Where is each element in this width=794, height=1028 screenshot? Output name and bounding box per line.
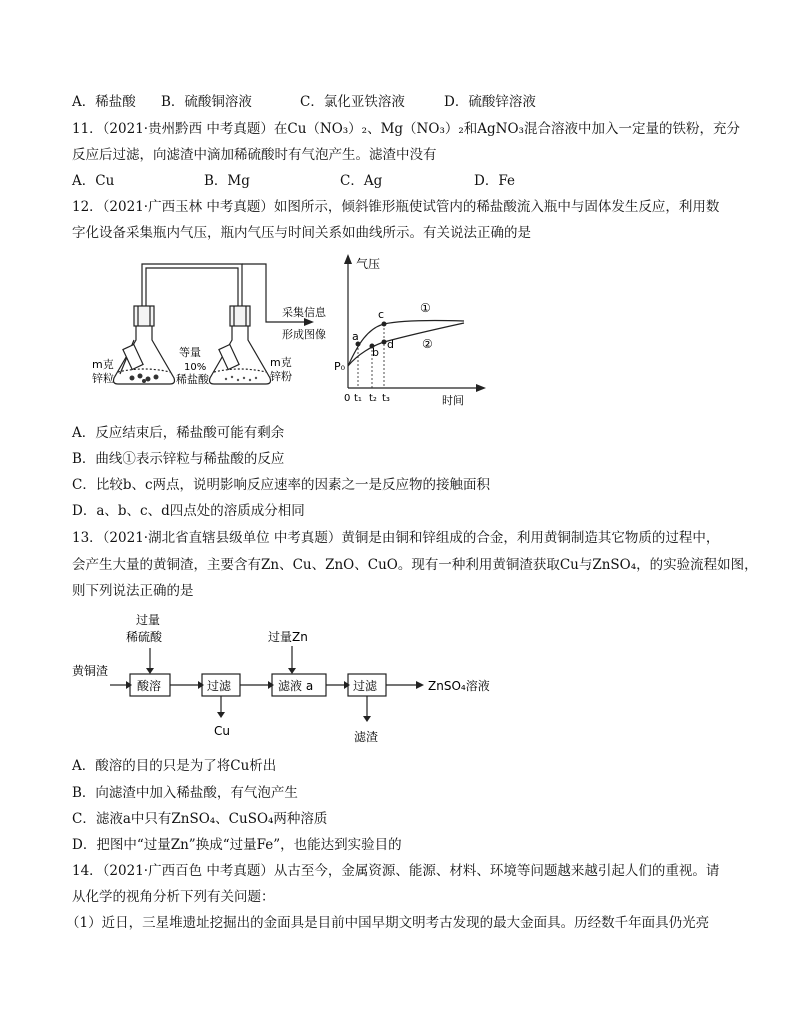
q12-origin-label: 0 bbox=[344, 393, 351, 404]
q12-arrow-head bbox=[304, 318, 314, 326]
q10-option-a: A．稀盐酸 bbox=[72, 94, 136, 110]
q14-stem-line2: 从化学的视角分析下列有关问题： bbox=[72, 889, 275, 905]
q12-tick-t3: t₃ bbox=[382, 393, 390, 404]
q12-graph-axes bbox=[348, 262, 480, 388]
q12-figure bbox=[72, 248, 492, 412]
q12-middle-label-2: 10% bbox=[184, 362, 207, 373]
q10-option-b: B．硫酸铜溶液 bbox=[161, 94, 252, 110]
q11-option-b: B．Mg bbox=[204, 173, 250, 189]
q14-stem-line1: 14．（2021·广西百色 中考真题）从古至今，金属资源、能源、材料、环境等问题越来越引起人们的重视。请 bbox=[72, 863, 720, 879]
q11-stem-line2: 反应后过滤，向滤渣中滴加稀硫酸时有气泡产生。滤渣中没有 bbox=[72, 147, 437, 163]
q12-zinc-granules bbox=[130, 374, 159, 384]
q12-right-label-2: 锌粉 bbox=[270, 370, 292, 383]
q12-right-flask bbox=[210, 306, 271, 384]
q12-right-label-1: m克 bbox=[270, 356, 292, 369]
q13-option-a: A．酸溶的目的只是为了将Cu析出 bbox=[72, 758, 277, 774]
q13-zn-label: 过量Zn bbox=[268, 630, 308, 644]
q12-middle-label-3: 稀盐酸 bbox=[176, 373, 209, 386]
q12-curve-2-label: ② bbox=[422, 337, 433, 351]
q12-arrow-label-2: 形成图像 bbox=[282, 328, 326, 341]
q12-stem-line2: 字化设备采集瓶内气压，瓶内气压与时间关系如曲线所示。有关说法正确的是 bbox=[72, 225, 531, 241]
q13-flowchart bbox=[72, 604, 512, 750]
q11-option-c: C．Ag bbox=[340, 173, 383, 189]
q10-option-c: C．氯化亚铁溶液 bbox=[300, 94, 405, 110]
q13-stem-line1: 13．（2021·湖北省直辖县级单位 中考真题）黄铜是由铜和锌组成的合金，利用黄铜制造其它物质的过程中， bbox=[72, 530, 720, 546]
q12-left-flask bbox=[114, 306, 175, 384]
q13-acid-label-2: 稀硫酸 bbox=[126, 630, 163, 644]
q12-left-label-1: m克 bbox=[92, 358, 114, 371]
q12-option-d: D．a、b、c、d四点处的溶质成分相同 bbox=[72, 503, 305, 519]
q12-left-label-2: 锌粒 bbox=[92, 372, 114, 385]
q11-stem-line1: 11．（2021·贵州黔西 中考真题）在Cu（NO₃）₂、Mg（NO₃）₂和AgNO₃混合溶液中加入一定量的铁粉，充分 bbox=[72, 121, 740, 137]
q13-input-label: 黄铜渣 bbox=[72, 664, 109, 678]
q12-option-c: C．比较b、c两点，说明影响反应速率的因素之一是反应物的接触面积 bbox=[72, 477, 491, 493]
q13-box4-label: 过滤 bbox=[353, 679, 378, 693]
q13-cu-label: Cu bbox=[214, 724, 230, 738]
q12-y-axis-arrow bbox=[344, 254, 352, 264]
q12-point-d: d bbox=[387, 338, 394, 351]
q12-option-b: B．曲线①表示锌粒与稀盐酸的反应 bbox=[72, 451, 285, 467]
q12-points bbox=[356, 322, 387, 349]
q13-box2-label: 过滤 bbox=[207, 679, 232, 693]
q11-option-a: A．Cu bbox=[72, 173, 115, 189]
q12-curve-2 bbox=[348, 323, 464, 366]
q12-y-axis-label: 气压 bbox=[356, 257, 381, 271]
q13-box3-label: 滤液 a bbox=[278, 679, 314, 693]
q12-option-a: A．反应结束后，稀盐酸可能有剩余 bbox=[72, 425, 285, 441]
q12-curve-1-label: ① bbox=[420, 301, 431, 315]
q12-point-b: b bbox=[372, 346, 379, 359]
q14-part1-line: （1）近日，三星堆遗址挖掘出的金面具是目前中国早期文明考古发现的最大金面具。历经数千年面具仍光亮 bbox=[66, 915, 710, 931]
q13-box1-label: 酸溶 bbox=[137, 679, 162, 693]
q13-stem-line2: 会产生大量的黄铜渣，主要含有Zn、Cu、ZnO、CuO。现有一种利用黄铜渣获取Cu与ZnSO₄，的实验流程如图， bbox=[72, 557, 758, 573]
q13-option-c: C．滤液a中只有ZnSO₄、CuSO₄两种溶质 bbox=[72, 811, 328, 827]
q12-guide-lines bbox=[358, 324, 384, 388]
q12-zinc-powder bbox=[225, 376, 257, 381]
q13-product-label: ZnSO₄溶液 bbox=[428, 679, 490, 693]
q10-option-d: D．硫酸锌溶液 bbox=[444, 94, 536, 110]
q12-p0-label: P₀ bbox=[334, 360, 346, 373]
q12-tick-t2: t₂ bbox=[369, 393, 377, 404]
q12-point-c: c bbox=[378, 308, 385, 321]
q12-connecting-tube bbox=[142, 264, 242, 308]
q13-acid-label-1: 过量 bbox=[136, 613, 161, 627]
q12-arrow-label-1: 采集信息 bbox=[282, 306, 326, 319]
q11-option-d: D．Fe bbox=[474, 173, 515, 189]
q13-option-d: D．把图中“过量Zn”换成“过量Fe”，也能达到实验目的 bbox=[72, 837, 402, 853]
q13-stem-line3: 则下列说法正确的是 bbox=[72, 583, 194, 599]
q13-option-b: B．向滤渣中加入稀盐酸，有气泡产生 bbox=[72, 785, 298, 801]
q12-middle-label-1: 等量 bbox=[179, 346, 201, 359]
q13-residue-label: 滤渣 bbox=[354, 730, 379, 744]
q12-point-a: a bbox=[352, 330, 359, 343]
q12-tick-t1: t₁ bbox=[354, 393, 362, 404]
q12-x-axis-label: 时间 bbox=[442, 394, 464, 407]
q12-stem-line1: 12．（2021·广西玉林 中考真题）如图所示，倾斜锥形瓶使试管内的稀盐酸流入瓶中与固体发生反应，利用数 bbox=[72, 199, 720, 215]
q12-x-axis-arrow bbox=[476, 384, 486, 392]
